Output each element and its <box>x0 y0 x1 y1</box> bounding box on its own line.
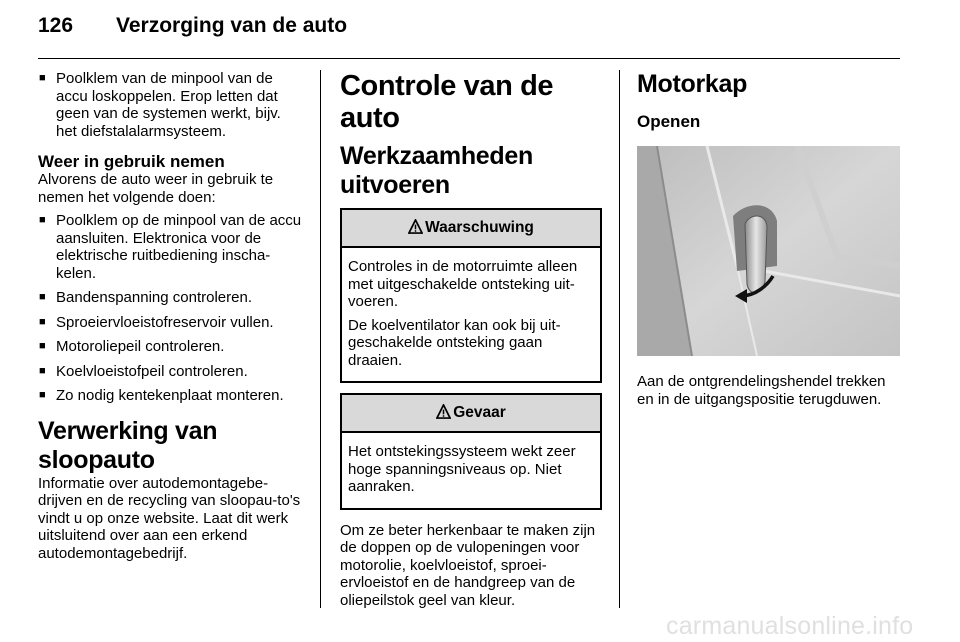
danger-title: Gevaar <box>453 404 506 421</box>
list-item: ■ Poolklem op de minpool van de accu aansluiten. Elektronica voor de elektrische ruitbediening inscha-kelen. <box>38 212 304 282</box>
danger-box <box>340 393 602 510</box>
danger-icon <box>436 397 451 433</box>
warning-box <box>340 208 602 383</box>
danger-box-header <box>342 395 600 433</box>
warning-text-2: De koelventilator kan ook bij uit-geschakelde ontsteking gaan draaien. <box>348 316 561 369</box>
scrap-text: Informatie over autodemontagebe-drijven en de recycling van sloopau-to's vindt u op onze website. Laat dit werk uitsluitend over aan een erkend autodemontagebedrijf. <box>38 474 301 562</box>
column-divider-2 <box>619 70 620 608</box>
page-number: 126 <box>38 14 74 37</box>
warning-text-1: Controles in de motorruimte alleen met uitgeschakelde ontsteking uit-voeren. <box>348 258 578 310</box>
column-middle <box>340 70 602 615</box>
reuse-list <box>38 212 304 405</box>
list-item: ■ Koelvloeistofpeil controleren. <box>38 363 304 381</box>
danger-text-1: Het ontstekingssysteem wekt zeer hoge spanningsniveaus op. Niet aanraken. <box>348 443 576 495</box>
warning-title: Waarschuwing <box>425 219 534 236</box>
scrap-heading: Verwerking van sloopauto <box>38 416 218 474</box>
hood-subheading: Openen <box>637 112 701 131</box>
column-left <box>38 70 304 568</box>
reuse-intro: Alvorens de auto weer in gebruik te nemen het volgende doen: <box>38 171 274 206</box>
list-item: ■ Poolklem van de minpool van de accu loskoppelen. Erop letten dat geen van de systemen werkt, bijv. het diefstalalarmsysteem. <box>38 70 304 140</box>
hood-heading: Motorkap <box>637 70 748 98</box>
header-title: Verzorging van de auto <box>116 14 348 37</box>
list-item: ■ Motoroliepeil controleren. <box>38 338 304 356</box>
section-subheading: Werkzaamheden uitvoeren <box>340 142 533 199</box>
list-item: ■ Sproeiervloeistofreservoir vullen. <box>38 314 304 332</box>
hood-caption: Aan de ontgrendelingshendel trekken en in de uitgangspositie terugduwen. <box>637 373 886 408</box>
section-heading: Controle van de auto <box>340 70 554 134</box>
column-right <box>637 70 902 408</box>
warning-box-header <box>342 210 600 248</box>
hood-release-photo <box>637 146 900 356</box>
header-rule <box>38 58 900 59</box>
watermark-text: carmanualsonline.info <box>666 612 914 640</box>
column-divider-1 <box>320 70 321 608</box>
warning-icon <box>408 212 423 248</box>
list-item: ■ Bandenspanning controleren. <box>38 289 304 307</box>
fill-caps-text: Om ze beter herkenbaar te maken zijn de doppen op de vulopeningen voor motorolie, koelvloeistof, sproei-ervloeistof en de handgreep van de oliepeilstok geel van kleur. <box>340 521 596 609</box>
reuse-heading: Weer in gebruik nemen <box>38 152 225 171</box>
list-item: ■ Zo nodig kentekenplaat monteren. <box>38 387 304 405</box>
